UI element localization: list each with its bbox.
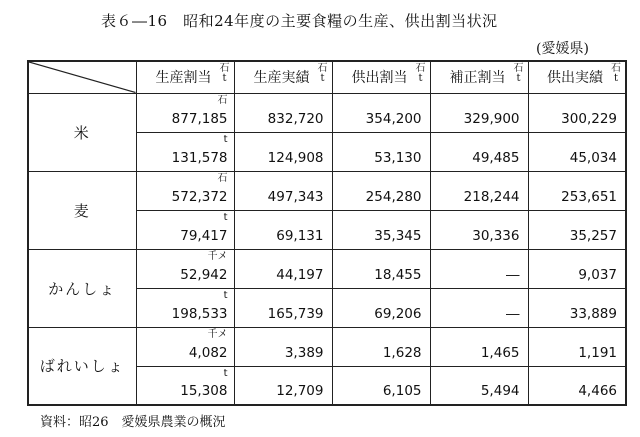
value-cell: 354,200	[332, 93, 430, 132]
unit-label: 石	[217, 94, 228, 106]
table-row	[28, 171, 626, 210]
column-header: 生産割当 石 t	[136, 61, 234, 93]
value-cell: 44,197	[234, 249, 332, 288]
value-cell: 4,466	[528, 366, 626, 405]
value-cell: 124,908	[234, 132, 332, 171]
unit-label: 千メ	[207, 250, 228, 262]
value-cell: 253,651	[528, 171, 626, 210]
column-header: 供出割当 石 t	[332, 61, 430, 93]
value-cell: 45,034	[528, 132, 626, 171]
unit-label: t	[223, 211, 228, 223]
value-cell: 1,628	[332, 327, 430, 366]
value-cell: 35,257	[528, 210, 626, 249]
value-cell: 69,206	[332, 288, 430, 327]
value-cell: 165,739	[234, 288, 332, 327]
value-cell: ―	[430, 288, 528, 327]
unit-label: t	[223, 133, 228, 145]
source-note: 資料：昭26 愛媛県農業の概況	[40, 415, 226, 430]
value-cell: 329,900	[430, 93, 528, 132]
value-cell: 石 877,185	[136, 93, 234, 132]
value-cell: 18,455	[332, 249, 430, 288]
data-table	[27, 60, 627, 406]
value-cell: 300,229	[528, 93, 626, 132]
category-cell: かんしょ	[28, 249, 136, 327]
value-cell: 254,280	[332, 171, 430, 210]
table-row	[28, 249, 626, 288]
category-cell: 米	[28, 93, 136, 171]
value-cell: 千メ 52,942	[136, 249, 234, 288]
value-cell: 1,465	[430, 327, 528, 366]
header-row	[28, 61, 626, 93]
value-cell: 6,105	[332, 366, 430, 405]
unit-label: 石	[217, 172, 228, 184]
unit-label: 千メ	[207, 328, 228, 340]
value-cell: 53,130	[332, 132, 430, 171]
column-header: 生産実績 石 t	[234, 61, 332, 93]
table-title: 表６―16 昭和24年度の主要食糧の生産、供出割当状況	[101, 12, 498, 30]
value-cell: 218,244	[430, 171, 528, 210]
corner-cell	[28, 61, 136, 93]
value-cell: 3,389	[234, 327, 332, 366]
column-header: 供出実績 石 t	[528, 61, 626, 93]
value-cell: 9,037	[528, 249, 626, 288]
value-cell: 石 572,372	[136, 171, 234, 210]
category-cell: 麦	[28, 171, 136, 249]
diagonal-line	[29, 62, 136, 93]
value-cell: 5,494	[430, 366, 528, 405]
value-cell: 12,709	[234, 366, 332, 405]
column-header: 補正割当 石 t	[430, 61, 528, 93]
value-cell: 千メ 4,082	[136, 327, 234, 366]
value-cell: 33,889	[528, 288, 626, 327]
value-cell: t 15,308	[136, 366, 234, 405]
unit-label: t	[223, 289, 228, 301]
category-cell: ばれいしょ	[28, 327, 136, 405]
value-cell: t 198,533	[136, 288, 234, 327]
value-cell: 1,191	[528, 327, 626, 366]
value-cell: ―	[430, 249, 528, 288]
value-cell: 35,345	[332, 210, 430, 249]
value-cell: 832,720	[234, 93, 332, 132]
table-row	[28, 93, 626, 132]
table-row	[28, 327, 626, 366]
value-cell: 30,336	[430, 210, 528, 249]
value-cell: 49,485	[430, 132, 528, 171]
value-cell: 69,131	[234, 210, 332, 249]
value-cell: t 131,578	[136, 132, 234, 171]
unit-label: t	[223, 367, 228, 379]
value-cell: 497,343	[234, 171, 332, 210]
region-label: (愛媛県)	[536, 41, 589, 57]
value-cell: t 79,417	[136, 210, 234, 249]
